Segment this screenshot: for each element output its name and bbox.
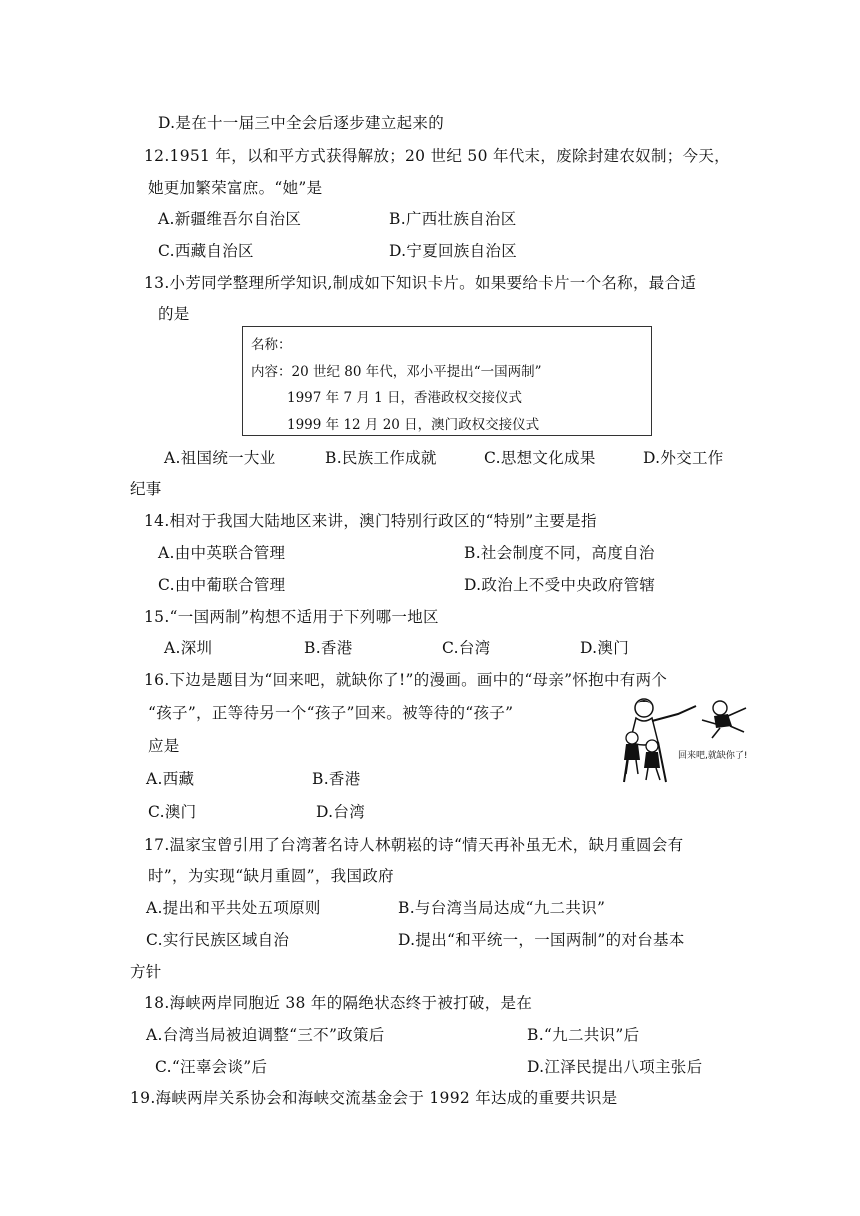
q13-option-d-cont: 纪事 <box>130 480 162 498</box>
q17-option-b: B.与台湾当局达成“九二共识” <box>398 899 606 917</box>
q18-stem: 18.海峡两岸同胞近 38 年的隔绝状态终于被打破，是在 <box>144 994 533 1012</box>
q15-option-a: A.深圳 <box>164 639 213 657</box>
q18-option-d: D.江泽民提出八项主张后 <box>527 1058 703 1076</box>
q16-stem-line2: “孩子”，正等待另一个“孩子”回来。被等待的“孩子” <box>148 704 514 722</box>
q12-option-b: B.广西壮族自治区 <box>389 210 517 228</box>
q16-stem-line1: 16.下边是题目为“回来吧，就缺你了!”的漫画。画中的“母亲”怀抱中有两个 <box>144 671 668 689</box>
q13-option-b: B.民族工作成就 <box>325 449 437 467</box>
child2-body <box>644 752 660 768</box>
q17-option-c: C.实行民族区域自治 <box>146 931 290 949</box>
cartoon-caption: 回来吧,就缺你了! <box>678 751 748 761</box>
card-name-label: 名称： <box>251 337 292 353</box>
q17-stem-line2: 时”，为实现“缺月重圆”，我国政府 <box>148 867 394 885</box>
cartoon-illustration <box>616 694 766 790</box>
q16-stem-line3: 应是 <box>148 737 180 755</box>
q13-stem-line1: 13.小芳同学整理所学知识,制成如下知识卡片。如果要给卡片一个名称，最合适 <box>144 274 697 292</box>
q16-option-a: A.西藏 <box>146 770 195 788</box>
q17-option-d-cont: 方针 <box>130 963 162 981</box>
q11-option-d: D.是在十一届三中全会后逐步建立起来的 <box>158 114 445 132</box>
child1-body <box>624 744 640 760</box>
q12-stem-line2: 她更加繁荣富庶。“她”是 <box>148 179 323 197</box>
q14-option-d: D.政治上不受中央政府管辖 <box>464 576 656 594</box>
q13-option-a: A.祖国统一大业 <box>164 449 276 467</box>
q18-option-b: B.“九二共识”后 <box>527 1026 640 1044</box>
mother-arm <box>652 706 696 721</box>
card-content-line1: 内容：20 世纪 80 年代，邓小平提出“一国两制” <box>251 364 542 380</box>
knowledge-card <box>242 326 652 436</box>
q17-stem-line1: 17.温家宝曾引用了台湾著名诗人林朝崧的诗“情天再补虽无术，缺月重圆会有 <box>144 836 684 854</box>
q18-option-c: C.“汪辜会谈”后 <box>155 1058 268 1076</box>
q15-option-b: B.香港 <box>304 639 353 657</box>
q13-option-d: D.外交工作 <box>643 449 724 467</box>
card-content-line3: 1999 年 12 月 20 日，澳门政权交接仪式 <box>287 417 540 433</box>
q17-option-d: D.提出“和平统一，一国两制”的对台基本 <box>398 931 685 949</box>
q14-stem: 14.相对于我国大陆地区来讲，澳门特别行政区的“特别”主要是指 <box>144 512 597 530</box>
q12-option-c: C.西藏自治区 <box>158 242 254 260</box>
child2-head <box>646 740 658 752</box>
q18-option-a: A.台湾当局被迫调整“三不”政策后 <box>146 1026 385 1044</box>
q14-option-c: C.由中葡联合管理 <box>158 576 286 594</box>
q15-option-d: D.澳门 <box>580 639 630 657</box>
q16-option-d: D.台湾 <box>316 803 366 821</box>
q15-stem: 15.“一国两制”构想不适用于下列哪一地区 <box>144 608 439 626</box>
q12-option-a: A.新疆维吾尔自治区 <box>158 210 302 228</box>
q17-option-a: A.提出和平共处五项原则 <box>146 899 321 917</box>
q12-option-d: D.宁夏回族自治区 <box>389 242 518 260</box>
child2-legs <box>646 768 660 780</box>
q16-option-b: B.香港 <box>312 770 361 788</box>
q15-option-c: C.台湾 <box>442 639 491 657</box>
q14-option-a: A.由中英联合管理 <box>158 544 286 562</box>
q16-option-c: C.澳门 <box>148 803 197 821</box>
running-child-head <box>713 701 727 715</box>
q12-stem-line1: 12.1951 年，以和平方式获得解放；20 世纪 50 年代末，废除封建农奴制；今天， <box>144 147 730 165</box>
q19-stem: 19.海峡两岸关系协会和海峡交流基金会于 1992 年达成的重要共识是 <box>130 1089 618 1107</box>
q14-option-b: B.社会制度不同，高度自治 <box>464 544 655 562</box>
child1-legs <box>626 760 638 774</box>
q13-stem-line2: 的是 <box>158 305 190 323</box>
child1-head <box>626 732 638 744</box>
card-content-line2: 1997 年 7 月 1 日，香港政权交接仪式 <box>287 390 522 406</box>
q13-option-c: C.思想文化成果 <box>484 449 596 467</box>
